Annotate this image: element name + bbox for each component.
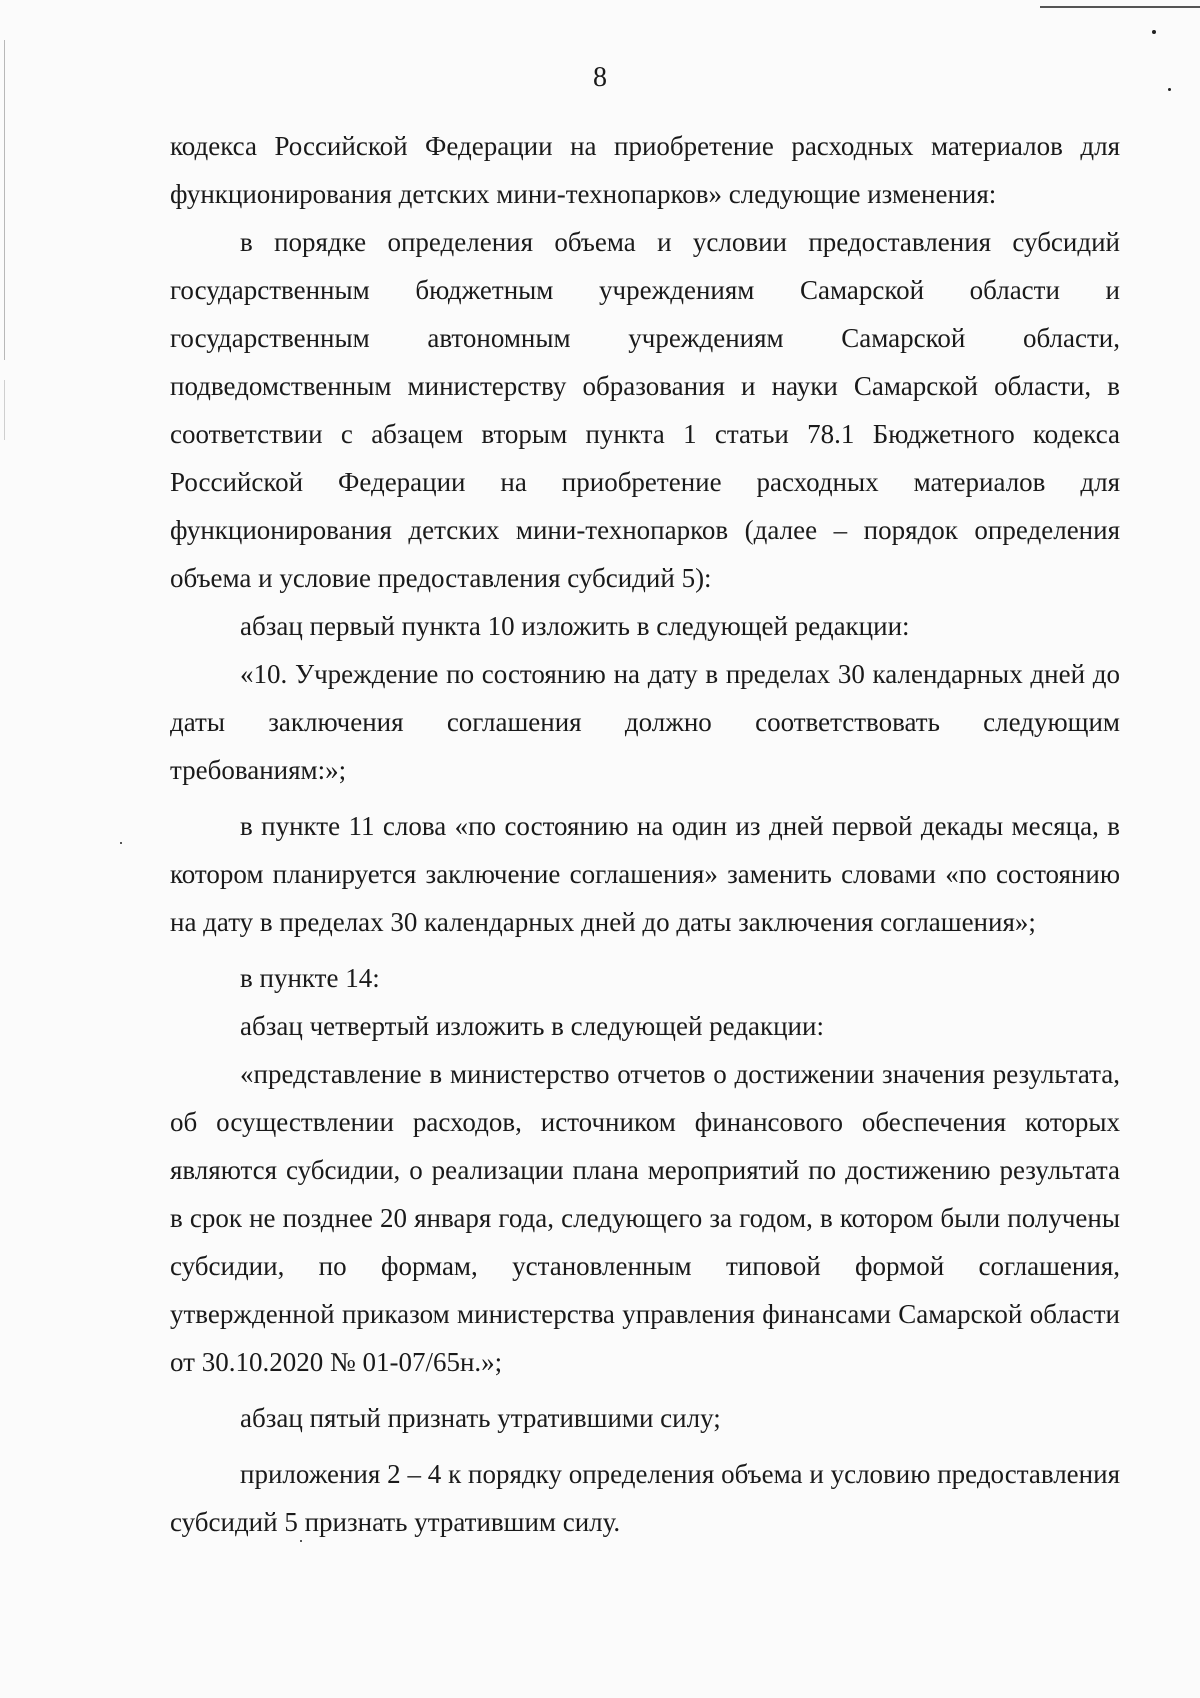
document-body (170, 122, 1120, 1546)
scan-top-rule (1040, 6, 1200, 8)
paragraph: в пункте 14: (240, 963, 380, 993)
paragraph: абзац пятый признать утратившими силу; (240, 1403, 721, 1433)
paragraph: «10. Учреждение по состоянию на дату в пределах 30 календарных дней до даты заключения соглашения должно соответствовать следующим требованиям:»; (170, 659, 1120, 785)
paragraph: «представление в министерство отчетов о достижении значения результата, об осуществлении расходов, источником финансового обеспечения которых являются субсидии, о реализации плана мероприятий по достижению результата в срок не позднее 20 января года, следующего за годом, в котором были получены субсидии, по формам, установленным типовой формой соглашения, утвержденной приказом министерства управления финансами Самарской области от 30.10.2020 № 01-07/65н.»; (170, 1059, 1120, 1377)
page-number: 8 (593, 62, 607, 93)
scan-speck (120, 842, 122, 844)
paragraph: приложения 2 – 4 к порядку определения объема и условию предоставления субсидий 5 признать утратившим силу. (170, 1459, 1120, 1537)
paragraph: абзац четвертый изложить в следующей редакции: (240, 1011, 824, 1041)
paragraph: абзац первый пункта 10 изложить в следующей редакции: (240, 611, 910, 641)
paragraph: в пункте 11 слова «по состоянию на один из дней первой декады месяца, в котором планируется заключение соглашения» заменить словами «по состоянию на дату в пределах 30 календарных дней до даты заключения соглашения»; (170, 811, 1120, 937)
scan-speck (1152, 30, 1156, 34)
scan-edge-line (4, 380, 5, 440)
paragraph: в порядке определения объема и условии предоставления субсидий государственным бюджетным учреждениям Самарской области и государственным автономным учреждениям Самарской области, подведомственным министерству образования и науки Самарской области, в соответствии с абзацем вторым пункта 1 статьи 78.1 Бюджетного кодекса Российской Федерации на приобретение расходных материалов для функционирования детских мини-технопарков (далее – порядок определения объема и условие предоставления субсидий 5): (170, 227, 1120, 593)
paragraph: кодекса Российской Федерации на приобретение расходных материалов для функционирования детских мини-технопарков» следующие изменения: (170, 131, 1120, 209)
